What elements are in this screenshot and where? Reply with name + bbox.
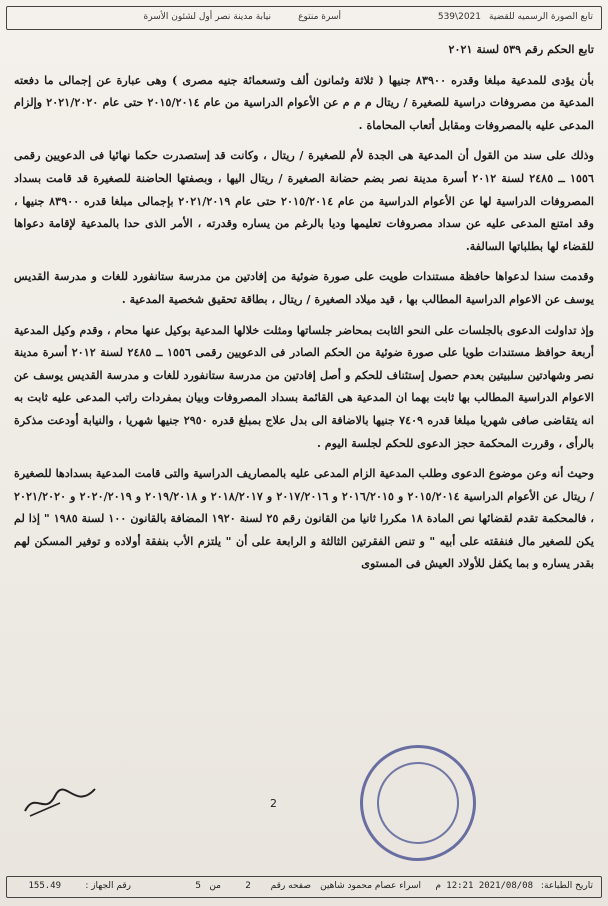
current-page: 2	[245, 881, 251, 891]
header-title: تابع الصورة الرسميه للقضية	[489, 12, 593, 22]
paragraph-2: وذلك على سند من القول أن المدعية هى الجدة لأم للصغيرة / ريتال ، وكانت قد إستصدرت حكما نهائيا فى الدعويين رقمى ١٥٥٦ ــ ٢٤٨٥ لسنة ٢٠١٢ أسرة مدينة نصر بضم حضانة الصغيرة / ريتال اليها ، وبصفتها الحاضنة للصغيرة قد قامت بسداد المصروفات الدراسية لها عن الأعوام الدراسية من عام ٢٠١٥/٢٠١٤ حتى عام ٢٠٢١/٢٠١٩ بإجمالى مبلغا قدره ٨٣٩٠٠ جنيها ، وقد امتنع المدعى عليه عن سداد مصروفات تعليمها وديا بالرغم من يساره وقدرته ، الأمر الذى حدا بالمدعية لإقامة دعواها للقضاء لها بطلباتها السالفة.	[14, 148, 594, 253]
header-box	[6, 6, 602, 30]
printed-by-user: اسراء عصام محمود شاهين	[320, 881, 421, 891]
page-number: 2	[270, 797, 277, 810]
device-label: رقم الجهاز :	[85, 881, 131, 891]
header-court: نيابة مدينة نصر أول لشئون الأسرة	[143, 12, 271, 22]
court-seal-inner-ring	[369, 754, 466, 851]
header-case-number: 2021\539	[437, 12, 481, 22]
print-datetime: 2021/08/08 12:21 م	[435, 881, 533, 891]
paragraph-4: وإذ تداولت الدعوى بالجلسات على النحو الثابت بمحاضر جلساتها ومثلت خلالها المدعية بوكيل عنها محام ، وقدم وكيل المدعية أربعة حوافظ مستندات طويا على صورة ضوئية من الحكم الصادر فى الدعويين رقمى ١٥٥٦ ــ ٢٤٨٥ لسنة ٢٠١٢ أسرة مدينة نصر وشهادتين سلبيتين بعدم حصول إستئناف للحكم و أصل إفادتين من مدرسة ستانفورد للغات و مدرسة القديس يوسف عن الاعوام الدراسية المطالب بها ثابت بهما ان المدعية هى القائمة بسداد المصروفات وبيان بمفردات راتب المدعى عليه ثابت به انه يتقاضى صافى شهريا مبلغا قدره ٧٤٠٩ جنيها بالاضافة الى بدل علاج بمبلغ قدره ٢٩٥٠ جنيها شهريا ، والنيابة أودعت مذكرة بالرأى ، وقررت المحكمة حجز الدعوى للحكم لجلسة اليوم .	[14, 322, 594, 450]
paragraph-1: بأن يؤدى للمدعية مبلغا وقدره ٨٣٩٠٠ جنيها ( ثلاثة وثمانون ألف وتسعمائة جنيه مصرى ) وهى عبارة عن إجمالى ما دفعته المدعية من مصروفات دراسية للصغيرة / ريتال م م م عن الأعوام الدراسية من عام ٢٠١٥/٢٠١٤ حتى عام ٢٠٢١/٢٠٢٠ وإلزام المدعى عليه بالمصروفات ومقابل أتعاب المحاماة .	[14, 72, 594, 132]
paragraph-5: وحيث أنه وعن موضوع الدعوى وطلب المدعية الزام المدعى عليه بالمصاريف الدراسية والتى قامت المدعية بسدادها للصغيرة / ريتال عن الأعوام الدراسية ٢٠١٥/٢٠١٤ و ٢٠١٦/٢٠١٥ و ٢٠١٧/٢٠١٦ و ٢٠١٨/٢٠١٧ و ٢٠١٩/٢٠١٨ و ٢٠٢٠/٢٠١٩ و ٢٠٢١/٢٠٢٠ ، فالمحكمة تقدم لقضائها نص المادة ١٨ مكررا ثانيا من القانون رقم ٢٥ لسنة ١٩٢٠ المضافة بالقانون ١٠٠ لسنة ١٩٨٥ " إذا لم يكن للصغير مال فنفقته على أبيه " و تنص الفقرتين الثالثة و الرابعة على أن " يلتزم الأب بنفقة أولاده و توفير المسكن لهم بقدر يساره و بما يكفل للأولاد العيش فى المستوى	[14, 466, 594, 571]
footer-box	[6, 876, 602, 898]
device-number: 155.49	[28, 881, 61, 891]
print-date-label: تاريخ الطباعة:	[540, 881, 593, 891]
document-body	[14, 38, 594, 803]
judgment-title: تابع الحكم رقم ٥٣٩ لسنة ٢٠٢١	[448, 42, 594, 56]
total-pages: 5	[195, 881, 201, 891]
sheet-label: صفحه رقم	[270, 881, 311, 891]
header-middle: أسرة منتوع	[298, 12, 341, 22]
paragraph-3: وقدمت سندا لدعواها حافظة مستندات طويت على صورة ضوئية من إفادتين من مدرسة ستانفورد للغات و مدرسة القديس يوسف عن الاعوام الدراسية المطالب بها ، قيد ميلاد الصغيرة / ريتال ، بطاقة تحقيق شخصية المدعية .	[14, 269, 594, 306]
of-label: من	[209, 881, 221, 891]
signature-mark	[20, 781, 100, 821]
